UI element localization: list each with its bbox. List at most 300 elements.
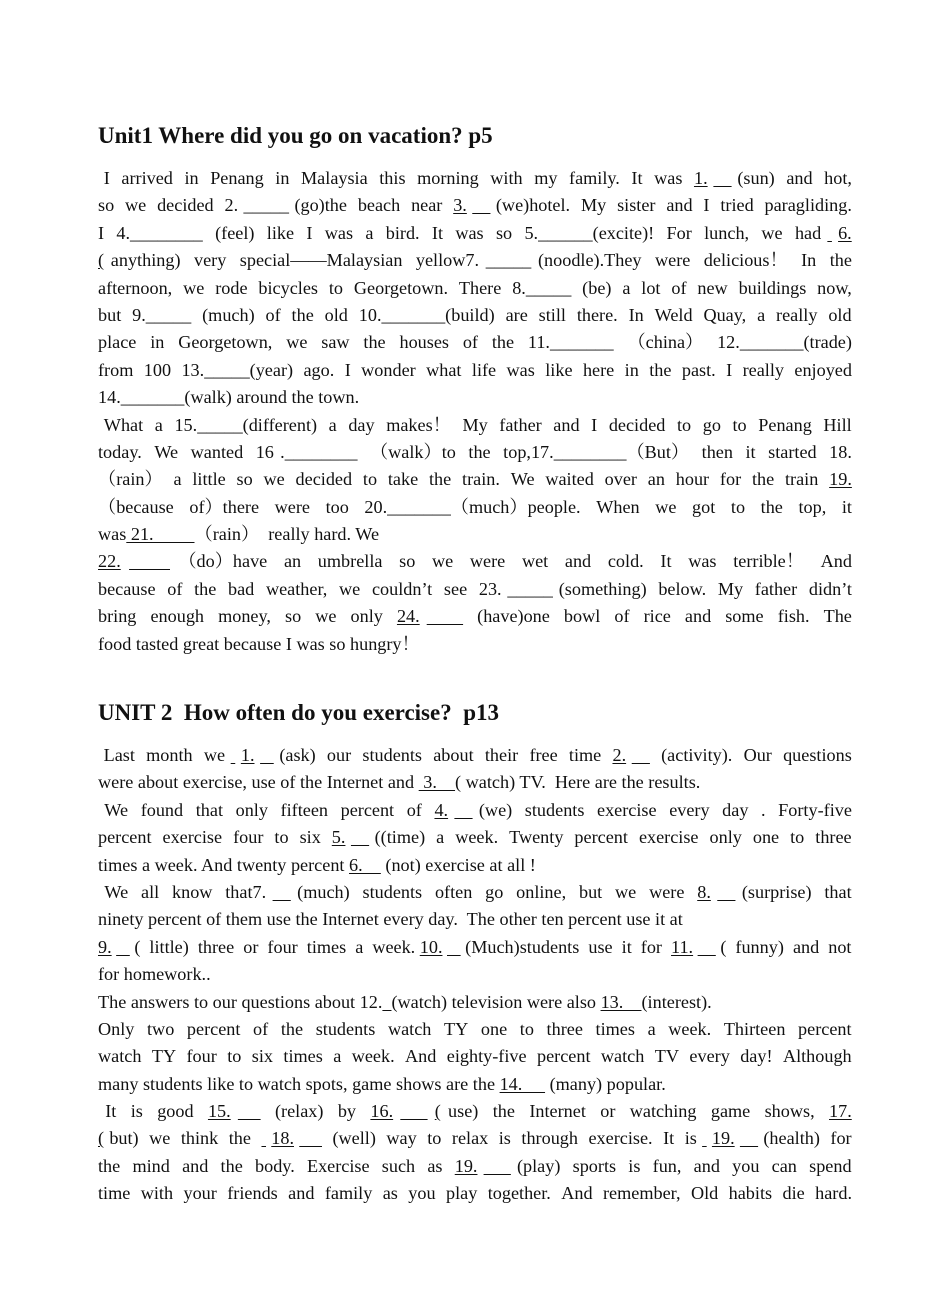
passage-text: their <box>484 745 519 765</box>
passage-text: so <box>285 606 302 627</box>
passage-text: 20._______（much）people. <box>364 496 581 517</box>
passage-text: like <box>545 359 573 380</box>
passage-text: and <box>666 195 693 216</box>
passage-text: percent <box>98 827 152 848</box>
passage-line <box>98 769 852 796</box>
blank-underlined <box>238 1098 261 1125</box>
passage-text: Internet <box>529 1101 586 1122</box>
passage-text: rice <box>643 606 671 627</box>
passage-text: week. <box>372 936 416 957</box>
passage-text: only <box>709 827 742 848</box>
passage-line <box>98 1071 852 1098</box>
passage-text: bring <box>98 606 137 627</box>
passage-text: There <box>458 277 502 298</box>
passage-line <box>98 576 852 603</box>
passage-text: so <box>236 469 253 490</box>
passage-text: every <box>689 1046 730 1067</box>
passage-text: food tasted great because I was so hungry！ <box>98 633 420 654</box>
passage-text: die <box>782 1183 805 1204</box>
passage-text: use <box>588 936 613 957</box>
passage-text: time <box>98 1183 131 1204</box>
passage-text: TY <box>444 1018 469 1039</box>
passage-text: six <box>299 827 321 848</box>
passage-text: I <box>726 359 733 380</box>
passage-text: four <box>233 827 264 848</box>
passage-text: the <box>492 1101 515 1122</box>
passage-text: We <box>104 799 129 820</box>
passage-text: we <box>615 881 637 902</box>
passage-text: the <box>291 304 314 325</box>
blank-underlined <box>231 742 236 769</box>
passage-text: percent <box>574 827 628 848</box>
passage-text: questions <box>783 745 852 765</box>
passage-text: place <box>98 332 137 353</box>
passage-text: fun, <box>652 1155 682 1176</box>
passage-text: one <box>752 827 780 848</box>
passage-text: （because <box>98 496 174 517</box>
blank-underlined <box>299 1125 322 1152</box>
passage-text: that <box>195 799 223 820</box>
passage-line <box>98 852 852 879</box>
passage-text: with <box>490 168 523 188</box>
passage-text: as <box>427 1155 443 1176</box>
passage-text: through <box>521 1128 578 1149</box>
passage-text: four <box>186 1046 217 1067</box>
blank-underlined: 15. <box>207 1101 231 1122</box>
passage-text: month <box>146 745 193 765</box>
passage-line <box>98 165 852 192</box>
unit2-title: UNIT 2 How often do you exercise? p13 <box>98 700 500 725</box>
passage-line <box>98 466 852 493</box>
passage-text: some <box>725 606 764 627</box>
blank-underlined <box>698 934 716 961</box>
blank-underlined <box>273 879 291 906</box>
passage-text: morning <box>417 168 479 188</box>
passage-text: exercise <box>638 827 699 848</box>
passage-text: such <box>381 1155 416 1176</box>
passage-text: an <box>283 551 302 572</box>
passage-text: (activity). <box>661 745 733 765</box>
passage-text: enjoyed <box>794 359 852 380</box>
blank-underlined: 9. <box>98 936 112 957</box>
passage-text: by <box>337 1101 357 1122</box>
passage-line <box>98 439 852 466</box>
passage-line <box>98 494 852 521</box>
passage-line <box>98 275 852 302</box>
blank-underlined <box>382 989 391 1016</box>
passage-text: My <box>717 578 744 599</box>
passage-text: got <box>692 496 716 517</box>
passage-text: (sun) <box>737 168 775 188</box>
passage-text: I <box>98 222 105 243</box>
passage-text: (surprise) <box>741 881 812 902</box>
passage-line <box>98 797 852 824</box>
passage-text: Last <box>103 745 135 765</box>
passage-text: father <box>499 414 542 435</box>
passage-line <box>98 220 852 247</box>
passage-text: were <box>654 250 691 271</box>
passage-text: of）there <box>189 496 260 517</box>
passage-text: Georgetown, <box>178 332 273 353</box>
passage-text: 16 <box>255 441 274 462</box>
passage-text: here <box>582 359 615 380</box>
passage-text: 15._____(different) <box>174 414 318 435</box>
passage-text: For <box>666 222 692 243</box>
passage-text: or <box>600 1101 616 1122</box>
passage-text: is <box>130 1101 143 1122</box>
blank-underlined: 11. <box>671 936 694 957</box>
passage-text: we <box>125 195 147 216</box>
passage-text: 10._______(build) <box>358 304 495 325</box>
passage-text: (Much)students <box>465 936 580 957</box>
passage-text: cold. <box>607 551 644 572</box>
passage-text: the <box>468 441 491 462</box>
passage-text: body. <box>255 1155 295 1176</box>
blank-underlined <box>129 548 170 575</box>
passage-text: to <box>362 469 378 490</box>
passage-text: three <box>197 936 235 957</box>
passage-text: as <box>382 1183 398 1204</box>
passage-text: Penang <box>758 414 812 435</box>
passage-text: ( <box>134 936 141 957</box>
passage-text: the <box>829 250 852 271</box>
passage-text: （walk）to <box>369 441 456 462</box>
passage-text: terrible！ <box>733 551 804 572</box>
passage-text: to <box>730 496 746 517</box>
passage-text: we <box>655 496 677 517</box>
passage-text: know <box>172 881 213 902</box>
blank-underlined: ( <box>434 1101 441 1122</box>
passage-text: was <box>98 524 127 545</box>
blank-underlined: 6. <box>838 222 852 243</box>
passage-text: I <box>344 359 351 380</box>
passage-text: exercise <box>162 827 223 848</box>
passage-text: very <box>193 250 227 271</box>
blank-underlined: 14. <box>499 1073 546 1094</box>
passage-text: past. <box>681 359 716 380</box>
passage-line <box>98 1125 852 1152</box>
passage-text: it <box>621 936 632 957</box>
passage-text: a <box>622 277 631 298</box>
passage-text: exercise. <box>588 1128 653 1149</box>
passage-text: we <box>315 606 337 627</box>
passage-text: eighty-five <box>446 1046 527 1067</box>
passage-text: there. <box>576 304 618 325</box>
passage-text: we <box>263 469 285 490</box>
passage-line <box>98 906 852 933</box>
passage-text: .________ <box>280 441 358 462</box>
passage-line <box>98 1043 852 1070</box>
passage-text: times <box>595 1018 635 1039</box>
passage-text: _____ <box>507 578 553 599</box>
blank-underlined: 2. <box>612 745 627 765</box>
passage-text: my <box>534 168 558 188</box>
passage-text: was <box>688 551 717 572</box>
passage-line <box>98 192 852 219</box>
blank-underlined <box>472 192 490 219</box>
passage-text: were <box>649 881 685 902</box>
passage-text: Malaysia <box>301 168 368 188</box>
passage-text: tried <box>720 195 754 216</box>
passage-text: one <box>480 1018 508 1039</box>
passage-text: percent <box>186 1018 241 1039</box>
passage-text: (feel) <box>215 222 255 243</box>
blank-underlined <box>740 1125 758 1152</box>
passage-text: the <box>649 359 672 380</box>
blank-underlined: 4. <box>434 799 449 820</box>
passage-text: yellow7. <box>415 250 480 271</box>
blank-underlined: 3. <box>418 772 456 793</box>
passage-text: of <box>614 606 630 627</box>
passage-text: and <box>792 936 820 957</box>
passage-text: (noodle).They <box>537 250 642 271</box>
passage-text: was <box>455 222 484 243</box>
passage-text: and <box>786 168 813 188</box>
passage-text: (health) <box>763 1128 820 1149</box>
passage-text: Georgetown. <box>353 277 449 298</box>
passage-text: was <box>506 359 535 380</box>
passage-text: game <box>710 1101 751 1122</box>
passage-text: I <box>591 414 598 435</box>
passage-text: the <box>491 332 515 353</box>
passage-text: every <box>669 799 710 820</box>
passage-text: week. <box>455 827 499 848</box>
passage-text: a <box>436 827 445 848</box>
passage-text: afternoon, <box>98 277 173 298</box>
passage-text: are <box>505 304 528 325</box>
passage-text: bicycles <box>258 277 318 298</box>
passage-text: go <box>702 414 721 435</box>
passage-text: 5.______(excite)! <box>524 222 655 243</box>
passage-text: percent <box>536 1046 591 1067</box>
passage-text: sports <box>572 1155 617 1176</box>
passage-text: were <box>274 496 310 517</box>
passage-text: 23. <box>478 578 502 599</box>
passage-text: you <box>408 1183 436 1204</box>
passage-text: (not) exercise at all ! <box>380 854 536 875</box>
passage-text: is <box>684 1128 697 1149</box>
passage-text: Although <box>782 1046 852 1067</box>
passage-text: hard. <box>815 1183 852 1204</box>
passage-text: times <box>306 936 347 957</box>
passage-text: a <box>173 469 182 490</box>
passage-text: an <box>647 469 665 490</box>
passage-text: many students like to watch spots, game shows are the <box>98 1073 500 1094</box>
passage-text: in <box>624 359 639 380</box>
passage-text: umbrella <box>317 551 383 572</box>
passage-text: students <box>362 745 423 765</box>
passage-text: percent <box>340 799 395 820</box>
passage-text: really <box>776 304 818 325</box>
blank-underlined: 19. <box>829 469 852 490</box>
passage-text: TY <box>151 1046 177 1067</box>
passage-text: day <box>722 799 749 820</box>
passage-text: mind <box>132 1155 170 1176</box>
passage-text: 18. <box>829 441 852 462</box>
blank-underlined: 1. <box>693 168 708 188</box>
passage-text: watch <box>98 1046 142 1067</box>
passage-text: Quay, <box>703 304 747 325</box>
passage-text: money, <box>218 606 271 627</box>
blank-underlined <box>260 742 274 769</box>
blank-underlined: ( <box>98 250 105 271</box>
passage-text: our <box>326 745 352 765</box>
passage-text: of <box>462 332 478 353</box>
passage-text: go <box>485 881 504 902</box>
passage-text: the <box>98 1155 121 1176</box>
passage-text: beach <box>357 195 401 216</box>
passage-text: decided <box>608 414 666 435</box>
passage-text: TV <box>654 1046 679 1067</box>
passage-text: old <box>324 304 348 325</box>
passage-text: but <box>98 304 122 325</box>
passage-text: family. <box>569 168 620 188</box>
passage-text: sister <box>617 195 656 216</box>
passage-text: the <box>751 469 775 490</box>
passage-text: (go)the <box>294 195 347 216</box>
passage-text: Penang <box>210 168 264 188</box>
passage-text: in <box>184 168 199 188</box>
passage-text: with <box>140 1183 174 1204</box>
unit1-passage <box>98 165 852 658</box>
blank-underlined <box>400 1098 427 1125</box>
passage-text: (ask) <box>279 745 316 765</box>
blank-underlined: 10. <box>419 936 443 957</box>
passage-text: I <box>703 195 710 216</box>
passage-text: life <box>471 359 497 380</box>
passage-text: (much) <box>202 304 255 325</box>
passage-text: but <box>578 881 603 902</box>
passage-text: week. <box>668 1018 712 1039</box>
passage-text: (watch) television were also <box>391 991 601 1012</box>
passage-text: delicious！ <box>703 250 788 271</box>
blank-underlined: 22. <box>98 551 121 572</box>
passage-text: a <box>333 1046 342 1067</box>
passage-text: 9._____ <box>132 304 192 325</box>
passage-line <box>98 1180 852 1207</box>
passage-text: six <box>251 1046 274 1067</box>
passage-text: so <box>495 222 513 243</box>
passage-text: exercise <box>597 799 657 820</box>
passage-text: weather, <box>265 578 328 599</box>
passage-text: wonder <box>361 359 416 380</box>
passage-text: (many) popular. <box>545 1073 666 1094</box>
passage-text: the <box>363 332 386 353</box>
passage-text: started <box>768 441 817 462</box>
passage-text: the <box>220 1155 243 1176</box>
passage-text: It <box>660 551 672 572</box>
passage-text: because <box>98 578 156 599</box>
passage-text: shows, <box>764 1101 815 1122</box>
passage-text: In <box>801 250 817 271</box>
passage-text: this <box>379 168 406 188</box>
passage-text: paragliding. <box>764 195 852 216</box>
passage-text: It <box>105 1101 117 1122</box>
passage-text: spend <box>809 1155 852 1176</box>
passage-text: over <box>604 469 637 490</box>
passage-text: for homework.. <box>98 964 211 985</box>
passage-text: hot, <box>824 168 852 188</box>
passage-text: 14._______(walk) around the town. <box>98 387 360 408</box>
passage-text: My <box>462 414 488 435</box>
passage-text: What <box>103 414 144 435</box>
passage-text: so <box>98 195 115 216</box>
passage-line <box>98 1153 852 1180</box>
passage-text: the <box>280 1018 304 1039</box>
blank-underlined <box>454 797 472 824</box>
unit2-section <box>98 697 852 1208</box>
passage-text: play <box>445 1183 478 1204</box>
passage-text: wet <box>521 551 549 572</box>
passage-text: all <box>141 881 160 902</box>
passage-text: Forty-five <box>778 799 852 820</box>
passage-text: we <box>203 745 226 765</box>
passage-text: Weld <box>654 304 693 325</box>
passage-text: found <box>140 799 184 820</box>
passage-text: good <box>157 1101 194 1122</box>
passage-text: time <box>568 745 602 765</box>
passage-text: we <box>286 332 308 353</box>
passage-text: It <box>663 1128 675 1149</box>
passage-line <box>98 934 852 961</box>
passage-text: We <box>510 469 535 490</box>
passage-text: and <box>182 1155 209 1176</box>
passage-text: too <box>325 496 349 517</box>
passage-text: use) <box>448 1101 479 1122</box>
passage-line <box>98 1016 852 1043</box>
passage-text: a <box>328 414 337 435</box>
passage-text: of <box>265 304 281 325</box>
passage-text: (play) <box>516 1155 561 1176</box>
passage-text: students <box>362 881 423 902</box>
passage-line <box>98 989 852 1016</box>
passage-text: （rain） really hard. We <box>194 524 380 545</box>
passage-text: and <box>288 1183 315 1204</box>
passage-text: to <box>427 1128 442 1149</box>
passage-line <box>98 879 852 906</box>
passage-text: a <box>647 1018 656 1039</box>
passage-text: The <box>823 606 852 627</box>
passage-text: way <box>386 1128 417 1149</box>
passage-text: of <box>253 1018 269 1039</box>
blank-underlined: 17. <box>829 1101 852 1122</box>
passage-text: still <box>538 304 566 325</box>
passage-line <box>98 961 852 988</box>
passage-text: to <box>676 414 692 435</box>
passage-text: houses <box>399 332 449 353</box>
passage-text: (relax) <box>274 1101 324 1122</box>
passage-text: ago. <box>303 359 335 380</box>
passage-line <box>98 824 852 851</box>
passage-text: little <box>192 469 226 490</box>
passage-text: watch <box>387 1018 432 1039</box>
blank-underlined <box>447 934 461 961</box>
blank-underlined: 13. <box>600 991 642 1012</box>
passage-text: In <box>628 304 644 325</box>
passage-text: is <box>628 1155 641 1176</box>
passage-text: that <box>824 881 852 902</box>
passage-text: (we)hotel. <box>495 195 571 216</box>
passage-line <box>98 742 852 769</box>
passage-text: or <box>243 936 259 957</box>
blank-underlined: 24. <box>396 606 420 627</box>
passage-text: of <box>671 277 687 298</box>
passage-text: and <box>553 414 580 435</box>
blank-underlined: 18. <box>271 1128 294 1149</box>
passage-text: near <box>411 195 443 216</box>
passage-text: so <box>399 551 416 572</box>
passage-text: of <box>406 799 422 820</box>
